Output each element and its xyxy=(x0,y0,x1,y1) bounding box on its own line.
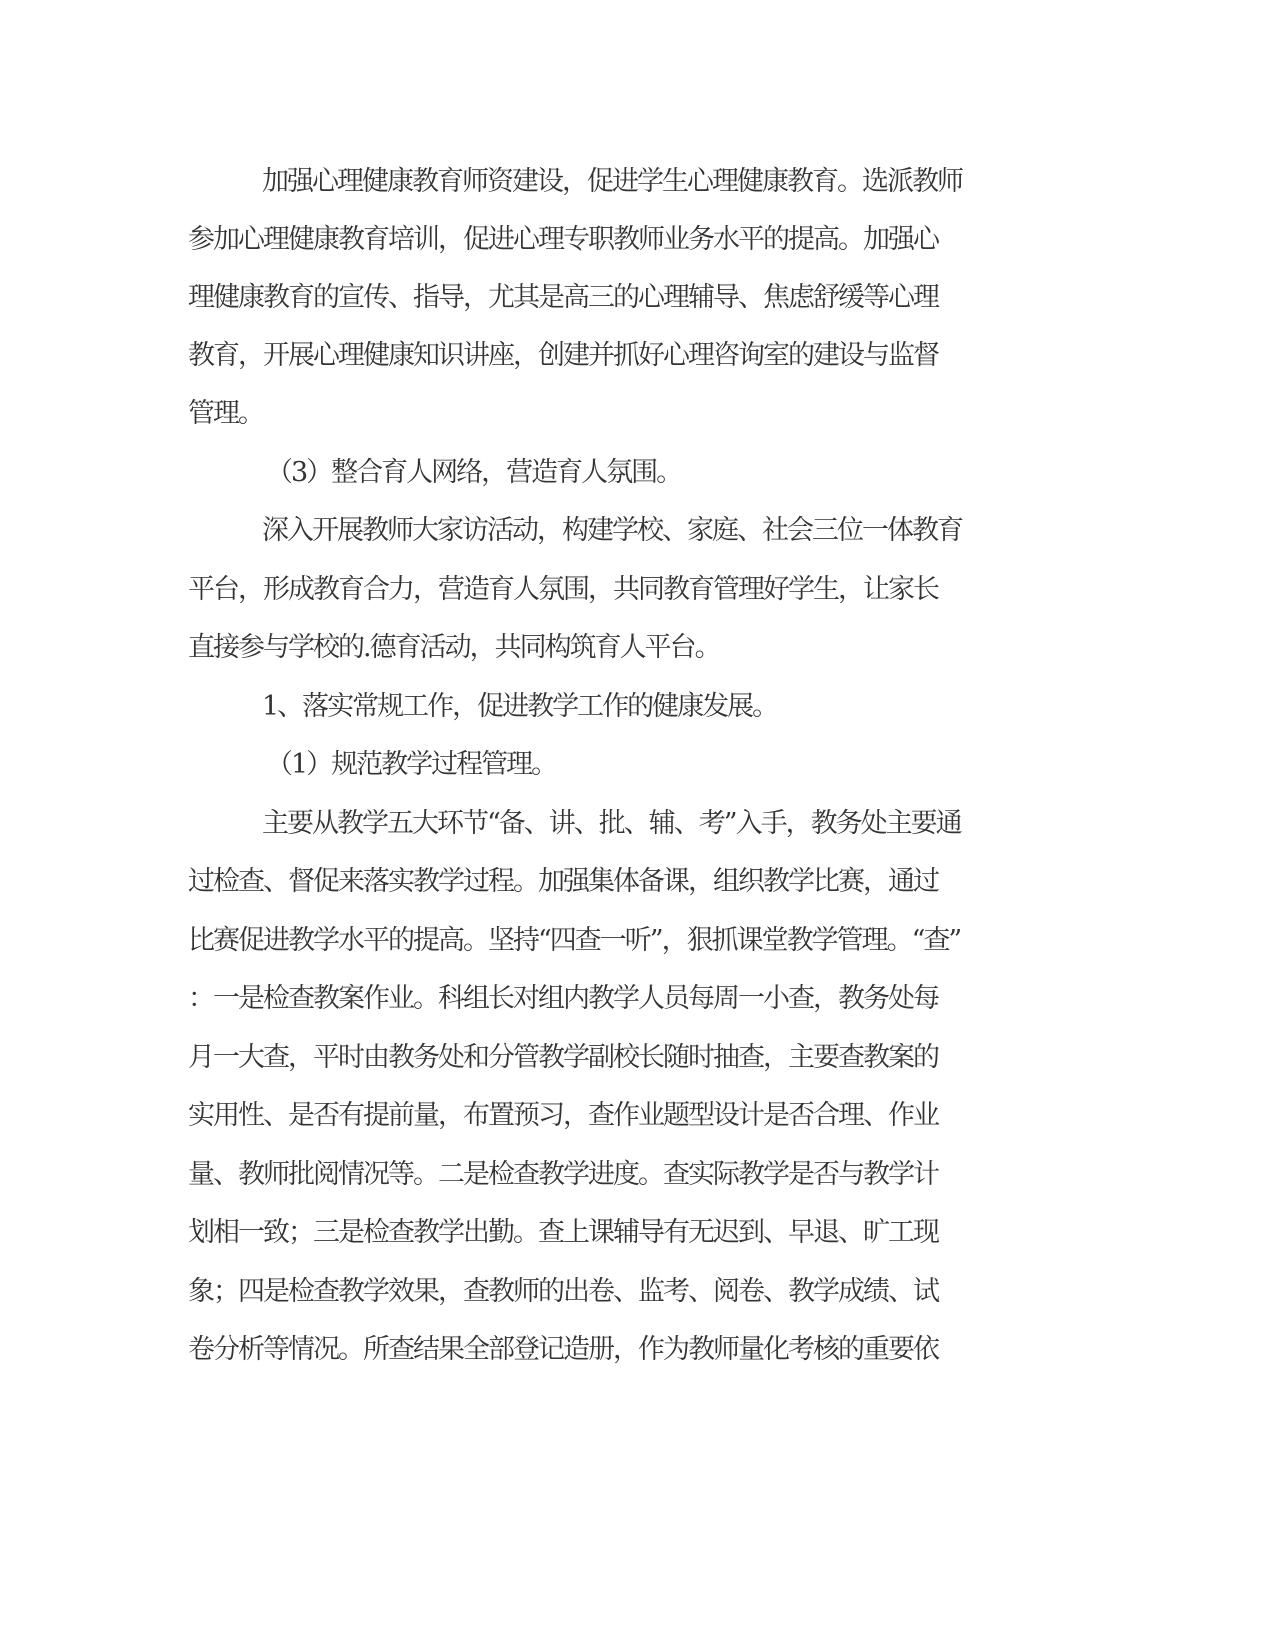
section-heading: （3）整合育人网络，营造育人氛围。 xyxy=(266,457,682,488)
section-heading: （1）规范教学过程管理。 xyxy=(266,749,557,780)
paragraph-line: 深入开展教师大家访活动，构建学校、家庭、社会三位一体教育 xyxy=(262,515,962,546)
paragraph-line: 参加心理健康教育培训，促进心理专职教师业务水平的提高。加强心 xyxy=(188,224,938,255)
paragraph-line: 管理。 xyxy=(188,398,263,429)
paragraph-line: 主要从教学五大环节“备、讲、批、辅、考”入手，教务处主要通 xyxy=(262,808,961,839)
paragraph-line: 平台，形成教育合力，营造育人氛围，共同教育管理好学生，让家长 xyxy=(188,574,938,605)
paragraph-line: 划相一致；三是检查教学出勤。查上课辅导有无迟到、早退、旷工现 xyxy=(188,1217,938,1248)
paragraph-line: 量、教师批阅情况等。二是检查教学进度。查实际教学是否与教学计 xyxy=(188,1159,938,1190)
paragraph-line: 直接参与学校的.德育活动，共同构筑育人平台。 xyxy=(188,632,720,663)
paragraph-line: 教育，开展心理健康知识讲座，创建并抓好心理咨询室的建设与监督 xyxy=(188,340,938,371)
paragraph-line: ：一是检查教案作业。科组长对组内教学人员每周一小查，教务处每 xyxy=(188,983,938,1014)
paragraph-line: 卷分析等情况。所查结果全部登记造册，作为教师量化考核的重要依 xyxy=(188,1334,938,1365)
section-heading: 1、落实常规工作，促进教学工作的健康发展。 xyxy=(262,691,778,722)
paragraph-line: 比赛促进教学水平的提高。坚持“四查一听”，狠抓课堂教学管理。“查” xyxy=(188,925,961,956)
paragraph-line: 过检查、督促来落实教学过程。加强集体备课，组织教学比赛，通过 xyxy=(188,866,938,897)
paragraph-line: 月一大查，平时由教务处和分管教学副校长随时抽查，主要查教案的 xyxy=(188,1042,938,1073)
paragraph-line: 实用性、是否有提前量，布置预习，查作业题型设计是否合理、作业 xyxy=(188,1100,938,1131)
paragraph-line: 理健康教育的宣传、指导，尤其是高三的心理辅导、焦虑舒缓等心理 xyxy=(188,282,938,313)
paragraph-line: 加强心理健康教育师资建设，促进学生心理健康教育。选派教师 xyxy=(262,166,962,197)
paragraph-line: 象；四是检查教学效果，查教师的出卷、监考、阅卷、教学成绩、试 xyxy=(188,1276,938,1307)
